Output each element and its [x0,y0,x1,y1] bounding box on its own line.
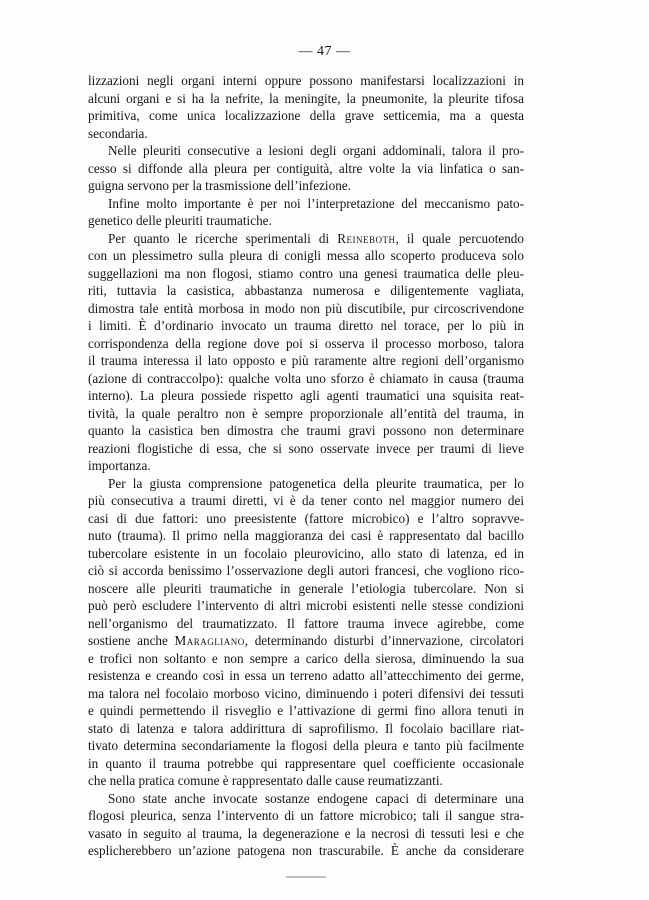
text-line: Infine molto importante è per noi l’interpretazione del meccanismo pato- [108,195,524,211]
text-line: stato di latenza e talora addirittura di saprofilismo. Il focolaio bacillare riat- [88,720,524,736]
body-text [88,72,524,860]
text-line: e quindi permettendo il risveglio e l’attivazione di germi fino allora tenuti in [88,703,524,718]
text-line: reazioni flogistiche di essa, che si sono osservate invece per traumi di lieve [88,440,524,456]
text-line: ma talora nel focolaio morboso vicino, diminuendo i poteri difensivi dei tessuti [88,685,524,701]
text-line: dimostra tale entità morbosa in modo non più discutibile, pur circoscrivendone [88,300,524,316]
text-line: (azione di contraccolpo): qualche volta uno sforzo è chiamato in causa (trauma [88,370,524,386]
text-line: può però escludere l’intervento di altri microbi esistenti nelle stesse condizioni [88,598,524,613]
text-line: tubercolare esistente in un focolaio pleurovicino, allo stato di latenza, ed in [88,545,524,561]
text-line: tivato determina secondariamente la flogosi della pleura e tanto più facilmente [88,738,524,753]
text-line: il trauma interessa il lato opposto e più raramente altre regioni dell’organismo [88,353,524,368]
text-line: con un plessimetro sulla pleura di conigli messa allo scoperto produceva solo [88,248,524,263]
text-line: genetico delle pleuriti traumatiche. [88,213,272,228]
text-line: che nella pratica comune è rappresentato dalle cause reumatizzanti. [88,773,443,788]
text-line: primitiva, come unica localizzazione della grave setticemia, ma a questa [88,108,524,123]
footer-rule [286,876,326,878]
page-number: — 47 — [298,44,351,59]
text-line: lizzazioni negli organi interni oppure possono manifestarsi localizzazioni in [88,73,524,88]
text-line: importanza. [88,458,151,473]
text-line: corrispondenza della regione dove poi si osserva il processo morboso, talora [88,335,524,351]
text-line: noscere alle pleuriti traumatiche in generale l’etiologia tubercolare. Non si [88,580,524,596]
text-line: Sono state anche invocate sostanze endogene capaci di determinare una [108,790,524,806]
text-line: quanto la casistica ben dimostra che traumi gravi possono non determinare [88,423,524,438]
author-name: Reineboth [337,230,396,246]
text-line: resistenza e creando così in essa un terreno adatto all’attecchimento dei germe, [88,668,524,683]
text-line: e trofici non soltanto e non sempre a carico della sierosa, diminuendo la sua [88,650,524,666]
text-line: alcuni organi e si ha la nefrite, la meningite, la pneumonite, la pleurite tifosa [88,90,524,106]
text-line: i limiti. È d’ordinario invocato un trauma diretto nel torace, per lo più in [88,318,524,333]
line-segment: , il quale percuotendo [395,230,524,246]
text-line: casi di due fattori: uno preesistente (fattore microbico) e l’altro sopravve- [88,510,524,526]
text-line: esplicherebbero un’azione patogena non trascurabile. È anche da considerare [88,843,524,858]
text-line: nell’organismo del traumatizzato. Il fattore trauma invece agirebbe, come [88,615,524,631]
text-line: secondaria. [88,125,148,141]
text-line: vasato in seguito al trauma, la degenerazione e la necrosi di tessuti lesi e che [88,825,524,841]
line-segment: , determinando disturbi d’innervazione, circolatori [244,633,524,648]
text-line [88,632,524,650]
text-line: in quanto il trauma potrebbe qui rappresentare quel coefficiente occasionale [88,755,524,771]
text-line: ciò si accorda benissimo l’osservazione degli autori francesi, che vogliono rico- [88,563,524,578]
text-line: Nelle pleuriti consecutive a lesioni degli organi addominali, talora il pro- [108,143,524,158]
author-name: Maragliano [174,633,245,648]
text-line: Per la giusta comprensione patogenetica della pleurite traumatica, per lo [108,475,524,491]
text-line: interno). La pleura possiede rispetto agli agenti traumatici una squisita reat- [88,388,524,403]
text-line: tività, la quale peraltro non è sempre proporzionale all’entità del trauma, in [88,405,524,421]
text-line [88,230,524,248]
text-line: più consecutiva a traumi diretti, vi è da tener conto nel maggior numero dei [88,493,524,508]
line-segment: Per quanto le ricerche sperimentali di [108,230,338,246]
text-line: flogosi pleurica, senza l’intervento di un fattore microbico; tali il sangue stra- [88,808,524,823]
line-segment: sostiene anche [88,633,175,648]
text-line: cesso si diffonde alla pleura per contiguità, altre volte la via linfatica o san- [88,160,524,176]
text-line: riti, tuttavia la casistica, abbastanza numerosa e diligentemente vagliata, [88,283,524,298]
text-line: guigna servono per la trasmissione dell’infezione. [88,178,351,193]
text-line: nuto (trauma). Il primo nella maggioranza dei casi è rappresentato dal bacillo [88,528,524,543]
text-line: suggellazioni ma non flogosi, stiamo contro una genesi traumatica delle pleu- [88,265,524,281]
